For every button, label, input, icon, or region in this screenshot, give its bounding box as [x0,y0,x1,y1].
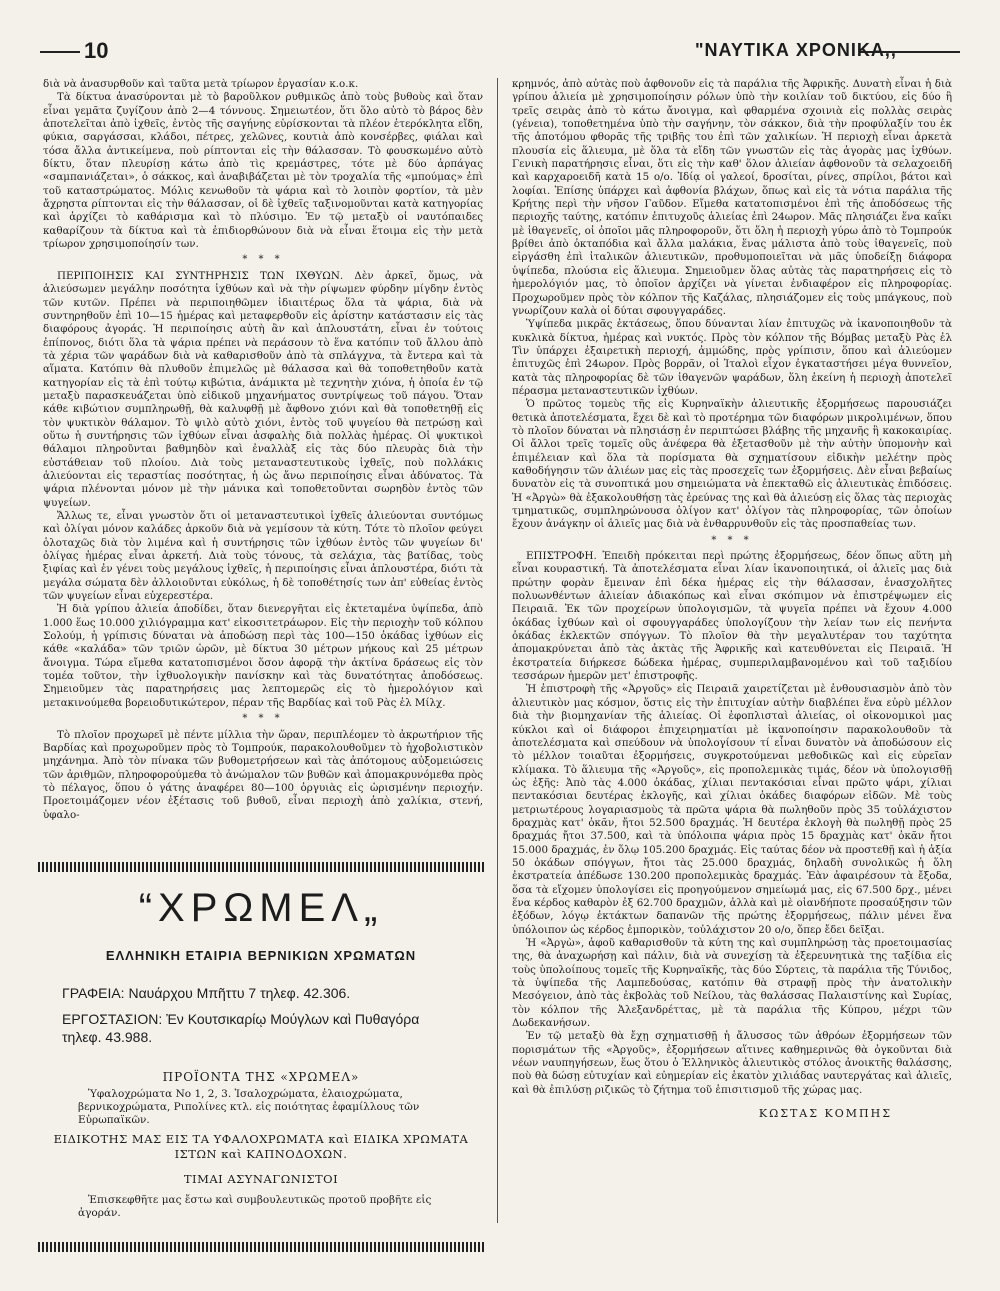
section-separator: * * * [711,534,753,546]
ad-products-heading: ΠΡΟΪΟΝΤΑ ΤΗΣ «ΧΡΩΜΕΛ» [162,1070,360,1084]
publication-title: "ΝΑΥΤΙΚΑ ΧΡΟΝΙΚΑ,, [695,40,897,60]
paragraph: διὰ νὰ ἀνασυρθοῦν καὶ ταῦτα μετὰ τρίωρον ἐργασίαν κ.ο.κ. [43,78,359,90]
paragraph: Ἡ ἐπιστροφὴ τῆς «Ἀργοῦς» εἰς Πειραιᾶ χαιρετίζεται μὲ ἐνθουσιασμὸν ἀπὸ τὸν ἁλιευτικὸν μας κόσμον, ὅστις εἰς τὴν ἐπιτυχίαν αὐτὴν διαβλέπει ἕνα εὐρὺ μέλλον διὰ τὴν βιομηχανίαν τῆς ἁλιείας. Οἱ ἐφοπλισταὶ ἁλιείας, οἱ οἰκονομικοὶ μας κύκλοι καὶ οἱ διάφοροι ἐπιχειρηματίαι μὲ ἱκανοποίησιν παρακολουθοῦν τὰ ἀποτελέσματα καὶ σπεύδουν νὰ ὑπολογίσουν τί εἶναι δυνατὸν νὰ ἀποδώσουν εἰς τὸ μέλλον τοιαῦται ἐξορμήσεις, συγκροτούμεναι μεθοδικῶς καὶ εἰς εὐρεῖαν κλίμακα. Τὸ ἅλιευμα τῆς «Ἀργοῦς», εἰς προπολεμικὰς τιμάς, δέον νὰ ὑπολογισθῇ ὡς ἑξῆς: Ἀπὸ τὰς 4.000 ὀκάδας, χίλιαι πεντακόσιαι εἶναι πρῶτο ψάρι, χίλιαι πεντακόσιαι δευτέρας ἐκλογῆς, καὶ χίλιαι ὀκάδες διαφόρων εἰδῶν. Μὲ τοὺς μετριωτέρους λογαριασμοὺς τὰ πρῶτα ψάρια θὰ πωληθοῦν πρὸς 35 τοὐλάχιστον δραχμὰς κατ' ὀκᾶν, ἤτοι 52.500 δραχμάς. Ἡ δευτέρα ἐκλογὴ θὰ πωληθῇ πρὸς 25 δραχμάς ἤτοι 37.500, καὶ τὰ ὑπόλοιπα ψάρια πρὸς 15 δραχμὰς κατ' ὀκᾶν ἤτοι 15.000 δραχμάς, ἐν ὅλῳ 105.200 δραχμάς. Εἰς ταύτας δέον νὰ προστεθῇ καὶ ἡ ἀξία 50 ὀκάδων σπόγγων, ἤτοι τὰς 25.000 δραχμάς, δηλαδὴ συνολικῶς ἡ ὅλη ἐκστρατεία ἀπέδωσε 130.200 προπολεμικὰς δραχμάς. Ἐὰν ἀφαιρέσουν τὰ ἔξοδα, ὅσα τὰ εἴχομεν ὑπολογίσει εἰς προηγούμενον σημείωμά μας, εἰς 67.500 δρχ., μένει ἕνα κέρδος καθαρὸν ἐξ 62.700 δραχμῶν, ἀλλὰ καὶ μὲ οἰανδήποτε προσαύξησιν τῶν ἐξόδων, λόγῳ ἐκτάκτων δαπανῶν τῆς πρώτης ἐξορμήσεως, πάλιν μένει ἕνα ὑπόλοιπον ὡς κέρδος ἐμπορικὸν, τοὐλάχιστον 20 ο/ο, ὅπερ ἔδει δεῖξαι. [512,683,952,936]
left-column [43,78,483,822]
paragraph: Ὑψίπεδα μικρᾶς ἐκτάσεως, ὅπου δύνανται λίαν ἐπιτυχῶς νὰ ἱκανοποιηθοῦν τὰ κυκλικὰ δίκτυα, ἡμέρας καὶ νυκτός. Πρὸς τὸν κόλπον τῆς Βόμβας μεταξὺ Ρὰς ἐλ Τὶν ὑπάρχει ἐξαιρετικὴ περιοχή, ἀμμώδης, πρὸς γρίπισιν, ὅπου καὶ ἁλιεύομεν ἐπιτυχῶς ἐπὶ 24ωρον. Πρὸς βορρᾶν, οἱ Ἰταλοὶ εἶχον ἐγκαταστήσει μέγα θυννεῖον, κατὰ τὰς πληροφορίας δὲ τῶν ἰθαγενῶν ψαράδων, ὅλη ἐκείνη ἡ περιοχὴ ἀποτελεῖ πέρασμα μεταναστευτικῶν ἰχθύων. [512,318,952,397]
ad-prices: ΤΙΜΑΙ ΑΣΥΝΑΓΩΝΙΣΤΟΙ [183,1172,339,1186]
paragraph [43,270,483,510]
paragraph: Ὁ πρῶτος τομεὺς τῆς εἰς Κυρηναϊκὴν ἁλιευτικῆς ἐξορμήσεως παρουσιάζει θετικὰ ἀποτελέσματα, ἔχει δὲ καὶ τὸ προτέρημα τῶν διαφόρων μικρολιμένων, ὅπου τὸ πλοῖον δύναται νὰ πλησιάσῃ ἐν περιπτώσει βλάβης τῆς μηχανῆς ἢ κακοκαιρίας. Οἱ ἄλλοι τρεῖς τομεῖς οὓς ἀνέφερα θὰ ἐξετασθοῦν μὲ τὴν αὐτὴν ὑπομονὴν καὶ ἐπιμέλειαν καὶ ὅλα τὰ πορίσματα θὰ σχηματίσουν εἰδικὴν μελέτην πρὸς καθοδήγησιν τῶν ἁλιέων μας εἰς τὰς προσεχεῖς των ἐξορμήσεις. Δὲν εἶναι βεβαίως δυνατὸν εἰς τὰ συνοπτικά μου σημειώματα νὰ ἐπεκταθῶ εἰς ἁλιευτικὰς ἐπιδόσεις. Ἡ «Ἀργὼ» θὰ ἐξακολουθήσῃ τὰς ἐρεύνας της καὶ θὰ ἁλιεύσῃ εἰς ὅλας τὰς περιοχὰς τμηματικῶς, συμπληρώνουσα ὀλίγον κατ' ὀλίγον τὰς πληροφορίας, τῶν ὁποίων ἔχουν ἀνάγκην οἱ ἁλιεῖς μας διὰ νὰ ἐνθαρρυνθοῦν εἰς τὰς προσπαθείας των. [512,398,952,531]
ad-border-bottom [38,1242,484,1252]
paragraph: Ἡ «Ἀργὼ», ἀφοῦ καθαρισθοῦν τὰ κύτη της καὶ συμπληρώσῃ τὰς προετοιμασίας της, θὰ ἀναχωρήσῃ καὶ πάλιν, διὰ νὰ συνεχίσῃ τὰ ἐξερευνητικὰ της ταξίδια εἰς τοὺς ὑπολοίπους τομεῖς τῆς Κυρηναϊκῆς, τὰς δύο Σύρτεις, τὰ παράλια τῆς Τύνιδος, τὰ ὑψίπεδα τῆς Λαμπεδούσας, κατόπιν θὰ στραφῇ πρὸς τὴν ἀνατολικὴν Μεσόγειον, ἀπὸ τὰς ἐκβολὰς τοῦ Νείλου, τὰς θαλάσσας Παλαιστίνης καὶ Συρίας, τὸν κόλπον τῆς Ἀλεξανδρέττας, μὲ τὰ παράλια τῆς Κύπρου, μέχρι τῶν Δωδεκανήσων. [512,937,952,1030]
section-heading: ΕΠΙΣΤΡΟΦΗ. [526,550,597,563]
paragraph: Τὰ δίκτυα ἀνασύρονται μὲ τὸ βαροῦλκον ρυθμικῶς ἀπὸ τοὺς βυθοὺς καὶ ὅταν εἶναι γεμᾶτα ζυγίζουν ἀπὸ 2—4 τόννους. Σημειωτέον, ὅτι ὅλο αὐτὸ τὸ βάρος δὲν ἀποτελεῖται ἀπὸ ἰχθεῖς, ἐντὸς τῆς σαγήνης εὑρίσκονται τὰ πλέον ἑτερόκλητα εἴδη, φύκια, σαργάσσαι, κλάδοι, πέτρες, χελῶνες, κουτιὰ ἀπὸ κονσέρβες, φιάλαι καὶ τόσα ἄλλα ἀντικείμενα, ποὺ ρίπτονται εἰς τὴν θάλασσαν. Τὸ φουσκωμένο αὐτὸ δίκτυ, ὅταν πλευρίσῃ κάτω ἀπὸ τὶς κρεμάστρες, τότε μὲ δύο ἁρπάγας «σαμπανιάζεται», ὁ σάκκος, καὶ ἀναβιβάζεται μὲ τὸν τροχαλία τῆς «μπούμας» ἐπὶ τοῦ καταστρώματος. Μόλις κενωθοῦν τὰ ψάρια καὶ τὸ λοιπὸν φορτίον, τὰ μὲν ἄχρηστα ρίπτονται εἰς τὴν θάλασσαν, οἱ δὲ ἰχθεῖς ταξινομοῦνται κατὰ κατηγορίας καὶ ἀρχίζει τὸ καθάρισμα καὶ τὸ πλύσιμο. Ἐν τῷ μεταξὺ οἱ ναυτόπαιδες καθαρίζουν τὰ δίκτυα καὶ τὰ ἐπιδιορθώνουν διὰ νὰ εἶναι ἕτοιμα εἰς τὴν μετὰ τρίωρον χρησιμοποίησίν των. [43,91,483,251]
ad-offices: ΓΡΑΦΕΙΑ: Ναυάρχου Μπῆττυ 7 τηλεφ. 42.306. [62,985,351,1001]
ad-brand: “ΧΡΩΜΕΛ„ [138,886,384,930]
section-separator: * * * [242,713,284,725]
paragraph: Ἐν τῷ μεταξὺ θὰ ἔχῃ σχηματισθῇ ἡ ἄλυσσος τῶν ἀθρόων ἐξορμήσεων τῶν πορισμάτων τῆς «Ἀργοῦς», ἐξορμήσεων αἵτινες καθημερινῶς θὰ ὀγκοῦνται διὰ νέων ναυπηγήσεων, ἕως ὅτου ὁ Ἑλληνικὸς ἁλιευτικὸς στόλος ἀνοικτῆς θαλάσσης, ποὺ θὰ δώσῃ εὐτυχίαν καὶ εὐημερίαν εἰς ἑκατὸν χιλιάδας ναυτεργάτας καὶ ἁλιεῖς, καὶ θὰ ἐπιλύσῃ ριζικῶς τὸ ζήτημα τοῦ ἐπισιτισμοῦ τῆς χώρας μας. [512,1030,952,1096]
ad-visit: Ἐπισκεφθῆτε μας ἔστω καὶ συμβουλευτικῶς προτοῦ προβῆτε εἰς ἀγοράν. [78,1194,432,1219]
page-number: 10 [84,38,109,63]
ad-border-top [38,862,484,872]
paragraph: κρημνός, ἀπὸ αὐτὰς ποὺ ἀφθονοῦν εἰς τὰ παράλια τῆς Ἀφρικῆς. Δυνατὴ εἶναι ἡ διὰ γρίπου ἁλιεία μὲ χρησιμοποίησιν ρόλων ὑπὸ τὴν κοιλίαν τοῦ δικτύου, εἰς δύο ἢ τρεῖς σειρὰς ἀπὸ τὸ κάτω ἄνοιγμα, καὶ φθαρμένα σχοινιὰ εἰς πολλὰς σειρὰς (γένεια), τοποθετημένα ὑπὸ τὴν σαγήνην, τὸν σάκκον, διὰ τὴν προφύλαξίν του ἐκ τῆς ἀποτόμου φθορᾶς τῆς τριβῆς του ἐπὶ τῶν χαλικίων. Ἡ περιοχὴ εἶναι ἀρκετὰ πλουσία εἰς ἅλιευμα, μὲ ὅλα τὰ εἴδη τῶν γνωστῶν εἰς τὰς ἀγορὰς μας ἰχθύων. Γενικὴ παρατήρησις εἶναι, ὅτι εἰς τὴν καθ' ὅλον ἁλιείαν ἀφθονοῦν τὰ σελαχοειδῆ καὶ καρχαροειδῆ κατὰ 15 ο/ο. Ἰδίᾳ οἱ γαλεοί, δροσίται, ρίνες, σπρίλοι, βάτοι καὶ λοφίαι. Ἐπίσης ὑπάρχει καὶ ἀφθονία βλάχων, ὅπως καὶ εἰς τὰ νότια παράλια τῆς Κρήτης περὶ τὴν νῆσον Γαῦδον. Εἴμεθα κατατοπισμένοι ἐπὶ τῆς ἀποδόσεως τῆς περιοχῆς ταύτης, κατόπιν ἐπιτυχοῦς ἁλιείας ἐπὶ 24ωρον. Μᾶς πλησιάζει ἕνα καΐκι μὲ ἰθαγενεῖς, οἱ ὁποῖοι μᾶς πληροφοροῦν, ὅτι ὅλη ἡ περιοχὴ γύρω ἀπὸ τὸ Τομπρούκ βρίθει ἀπὸ ὀκταπόδια καὶ ἄλλα μαλάκια, ἕνας μάλιστα ἀπὸ τοὺς ἰθαγενεῖς, ποὺ εἰργάσθη ἐπὶ ἰταλικῶν ἁλιευτικῶν, προθυμοποιεῖται νὰ μᾶς ὑποδείξῃ διάφορα ὑψίπεδα, πλούσια εἰς ἅλιευμα. Σημειοῦμεν ὅλας αὐτὰς τὰς παρατηρήσεις εἰς τὸ ἡμερολόγιόν μας, τὸ ὁποῖον ἀρχίζει νὰ γίνεται ἐνδιαφέρον εἰς πληροφορίας. Προχωροῦμεν πρὸς τὸν κόλπον τῆς Καζάλας, πλησιάζομεν εἰς τοὺς μπάγκους, ποὺ γνωρίζουν καλὰ οἱ δύται σφουγγαράδες. [512,78,952,317]
author-signature: ΚΩΣΤΑΣ ΚΟΜΠΗΣ [758,1107,892,1121]
paragraph: Τὸ πλοῖον προχωρεῖ μὲ πέντε μίλλια τὴν ὥραν, περιπλέομεν τὸ ἀκρωτήριον τῆς Βαρδίας καὶ προχωροῦμεν πρὸς τὸ Τομπρούκ, παρακολουθοῦμεν τὸ ἠχοβολιστικὸν μηχάνημα. Ἀπὸ τὸν πίνακα τῶν βυθομετρήσεων καὶ τὰς ἀπότομους αὐξομειώσεις τῶν ἀριθμῶν, πληροφορούμεθα τὸ ἀνώμαλον τῶν βυθῶν καὶ ἀπομακρυνόμεθα πρὸς τὸ πέλαγος, ὅπου ὁ γάτης ἀναφέρει 80—100 ὀργυιὰς εἰς ὡρισμένην περιοχήν. Προετοιμάζομεν νέον ἐξέτασις τοῦ βυθοῦ, εἶναι περιοχὴ ἀπὸ χαλίκια, στενή, ὑφαλο- [43,728,483,821]
column-divider [497,78,498,1223]
ad-subtitle: ΕΛΛΗΝΙΚΗ ΕΤΑΙΡΙΑ ΒΕΡΝΙΚΙΩΝ ΧΡΩΜΑΤΩΝ [105,948,417,963]
chromel-advertisement [38,862,484,1254]
paragraph: Ἄλλως τε, εἶναι γνωστὸν ὅτι οἱ μεταναστευτικοὶ ἰχθεῖς ἁλιεύονται συντόμως καὶ ὀλίγαι μόνον καλάδες ἀρκοῦν διὰ νὰ γεμίσουν τὰ κύτη. Τότε τὸ πλοῖον φεύγει ὁλοταχῶς διὰ τὸν λιμένα καὶ ἡ συντήρησις τῶν ἰχθύων ἐντὸς τῶν ψυγείων δι' ὀλίγας ἡμέρας εἶναι ἀρκετή. Διὰ τοὺς τόνους, τὰ σελάχια, τὰς βατίδας, τοὺς ξιφίας καὶ ἐν γένει τοὺς μεγάλους ἰχθεῖς, ἡ περιποίησις εἶναι ἁπλουστέρα, διότι τὰ μεγάλα σώματα δὲν ἀλλοιοῦνται εὐκόλως, ἡ δὲ τοποθέτησίς των ἀπ' εὐθείας ἐντὸς τῶν ψυγείων εἶναι εὐχερεστέρα. [43,510,483,603]
section-heading: ΠΕΡΙΠΟΙΗΣΙΣ ΚΑΙ ΣΥΝΤΗΡΗΣΙΣ ΤΩΝ ΙΧΘΥΩΝ. [57,269,344,282]
paragraph: Ἡ διὰ γρίπου ἁλιεία ἀποδίδει, ὅταν διενεργῆται εἰς ἐκτεταμένα ὑψίπεδα, ἀπὸ 1.000 ἕως 10.000 χιλιόγραμμα κατ' εἰκοσιτετράωρον. Εἰς τὴν περιοχὴν τοῦ κόλπου Σολούμ, ἡ γρίπισις δύναται νὰ ἀποδώσῃ περὶ τὰς 100—150 ὀκάδας ἰχθύων εἰς κάθε «καλάδα» τῶν τριῶν ὡρῶν, μὲ δίκτυα 30 μέτρων μήκους καὶ 25 μέτρων ἄνοιγμα. Τώρα εἴμεθα κατατοπισμένοι ὅσον ἀφορᾷ τὴν ἀκτίνα δράσεως εἰς τὸν τομέα τοῦτον, τὴν ἰχθυολογικὴν πανίσκην καὶ τὰς δυνατότητας ἀποδόσεως. Σημειοῦμεν τὰς παρατηρήσεις μας λεπτομερῶς εἰς τὸ ἡμερολόγιον καὶ μετακινούμεθα βορειοδυτικώτερον, πέραν τῆς Βαρδίας καὶ τοῦ Ρὰς ἐλ Μίλχ. [43,603,483,709]
paragraph-text: Δὲν ἀρκεῖ, ὅμως, νὰ ἁλιεύσωμεν μεγάλην ποσότητα ἰχθύων καὶ νὰ τὴν ρίψωμεν φύρδην μίγδην ἐντὸς τῶν κυτῶν. Πρέπει νὰ περιποιηθῶμεν ἰδιαιτέρως ὅλα τὰ ψάρια, διὰ νὰ συντηρηθοῦν ἐπὶ 10—15 ἡμέρας καὶ μεταφερθοῦν εἰς ἀρίστην κατάστασιν εἰς τὰς διαφόρους ἀγοράς. Ἡ περιποίησις αὐτὴ ἂν καὶ ἁπλουστάτη, εἶναι ἐν τούτοις ἐπίπονος, διότι ὅλα τὰ ψάρια πρέπει νὰ περάσουν τὸ ἕνα κατόπιν τοῦ ἄλλου ἀπὸ τὰ χέρια τῶν ψαράδων διὰ νὰ καθαρισθοῦν ἀπὸ τὰ σπλάγχνα, τὰ ἔντερα καὶ τὰ αἵματα. Κατόπιν θὰ πλυθοῦν ἐπιμελῶς μὲ θάλασσα καὶ θὰ τοποθετηθοῦν κατὰ κατηγορίαν εἰς τὰ ἐπὶ τούτῳ κιβώτια, ἀνάμικτα μὲ τεχνητὴν χιόνα, ἡ ὁποία ἐν τῷ μεταξὺ παρασκευάζεται ὑπὸ εἰδικοῦ μηχανήματος συντρίψεως τοῦ πάγου. Ὅταν κάθε κιβώτιον συμπληρωθῇ, θὰ καλυφθῇ μὲ ἄφθονο χιόνι καὶ θὰ τοποθετηθῇ εἰς τὸν ψυκτικὸν θάλαμον. Τὸ ψιλὸ αὐτὸ χιόνι, ἐντὸς τοῦ ψυγείου θὰ πετρώσῃ καὶ οὕτω ἡ συντήρησις τῶν ἰχθύων εἶναι ἀσφαλὴς διὰ πολλὰς ἡμέρας. Οἱ ψυκτικοὶ θάλαμοι πληροῦνται βαθμηδὸν καὶ ἐναλλὰξ εἰς τὰς δύο πλευρὰς διὰ τὴν εὐστάθειαν τοῦ πλοίου. Διὰ τοὺς μεταναστευτικοὺς ἰχθεῖς, ποὺ πολλάκις ἁλιεύονται εἰς τεραστίας ποσότητας, ἡ ὡς ἄνω περιποίησις εἶναι ἀδύνατος. Τὰ ψάρια πλένονται μόνον μὲ τὴν μάνικα καὶ τοποθετοῦνται σωρηδὸν ἐντὸς τῶν ψυγείων. [43,269,483,509]
ad-speciality: ΕΙΔΙΚΟΤΗΣ ΜΑΣ ΕΙΣ ΤΑ ΥΦΑΛΟΧΡΩΜΑΤΑ καὶ ΕΙΔΙΚΑ ΧΡΩΜΑΤΑ ΙΣΤΩΝ καὶ ΚΑΠΝΟΔΟΧΩΝ. [53,1132,469,1161]
ad-products: Ὑφαλοχρώματα Νο 1, 2, 3. Ἰσαλοχρώματα, ἐλαιοχρώματα, βερνικοχρώματα, Ριπολίνες κτλ. εἰς ποιότητας ἐφαμίλλους τῶν Εὐρωπαϊκῶν. [78,1088,420,1126]
ad-factory: ΕΡΓΟΣΤΑΣΙΟΝ: Ἐν Κουτσικαρίῳ Μούγλων καὶ Πυθαγόρα τηλεφ. 43.988. [62,1011,420,1045]
section-separator: * * * [242,254,284,266]
paragraph [512,550,952,683]
header-rule-left [40,51,80,53]
right-column [512,78,952,1120]
page-header [40,38,960,66]
paragraph-text: Ἐπειδὴ πρόκειται περὶ πρώτης ἐξορμήσεως, δέον ὅπως αὕτη μὴ εἶναι κουραστική. Τὰ ἀποτελέσματα εἶναι λίαν ἱκανοποιητικά, οἱ ἁλιεῖς μας διὰ πρώτην φορὰν ἔμειναν ἐπὶ δέκα ἡμέρας εἰς τὴν θάλασσαν, ἐνασχολῆτες πολυωνθέντων ἁλιείαν ἀδιακόπως καὶ εἶναι σκόπιμον νὰ ἐπιστρέψωμεν εἰς Πειραιᾶ. Ἐκ τῶν προχείρων ὑπολογισμῶν, τὰ ψυγεῖα πρέπει νὰ ἔχουν 4.000 ὀκάδας ἰχθύων καὶ οἱ σφουγγαράδες ὑπολογίζουν τὴν λείαν των εἰς πενήντα ὀκάδας ἐκλεκτῶν σπόγγων. Τὸ πλοῖον θὰ τὴν μεγαλυτέραν του ταχύτητα ἀπομακρύνεται ἀπὸ τὰς ἀκτὰς τῆς Ἀφρικῆς καὶ κατευθύνεται εἰς Πειραιᾶ. Ἡ ἐκστρατεία διήρκεσε δώδεκα ἡμέρας, συμπεριλαμβανομένου καὶ τοῦ ταξιδίου τεσσάρων ἡμερῶν μετ' ἐπιστροφῆς. [512,550,952,683]
